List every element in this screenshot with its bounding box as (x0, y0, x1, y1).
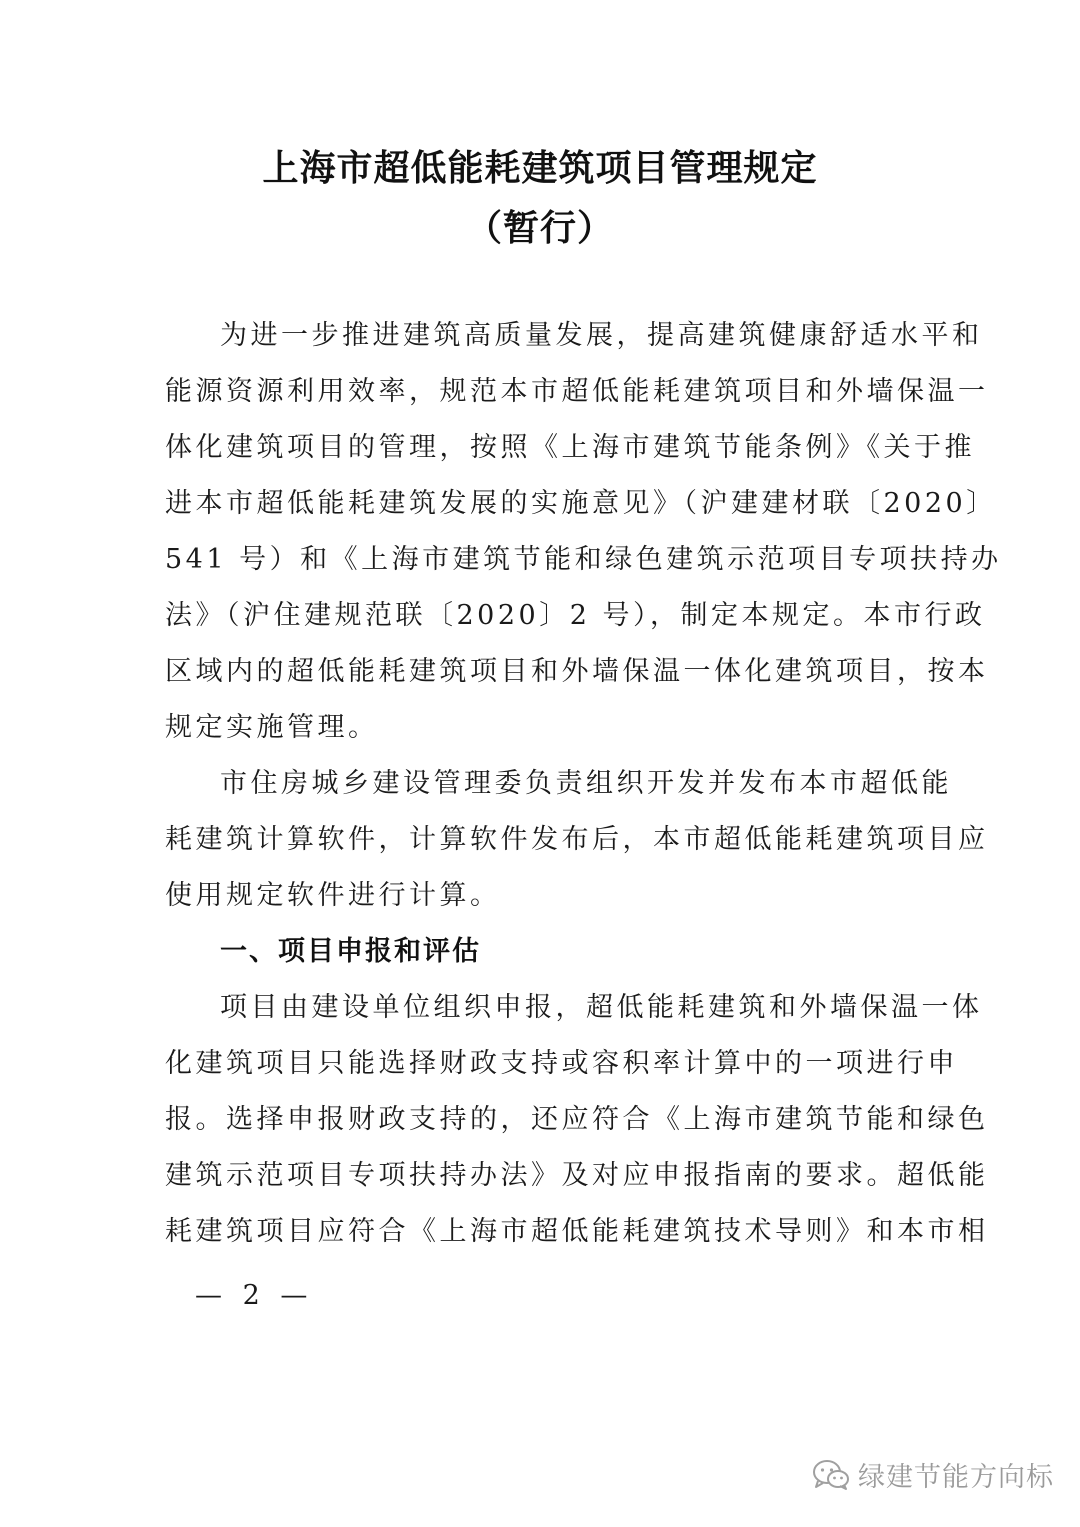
text-line: 使用规定软件进行计算。 (165, 880, 501, 911)
document-title: 上海市超低能耗建筑项目管理规定 (262, 148, 818, 189)
page-number: — 2 — (195, 1280, 314, 1311)
text-line: 区域内的超低能耗建筑项目和外墙保温一体化建筑项目，按本 (165, 656, 989, 687)
text-line: 建筑示范项目专项扶持办法》及对应申报指南的要求。超低能 (165, 1160, 989, 1191)
text-line: 市住房城乡建设管理委负责组织开发并发布本市超低能 (220, 768, 952, 799)
text-line: 法》（沪住建规范联〔2020〕2 号），制定本规定。本市行政 (165, 600, 986, 631)
text-line: 541 号）和《上海市建筑节能和绿色建筑示范项目专项扶持办 (165, 544, 1002, 575)
text-line: 能源资源利用效率，规范本市超低能耗建筑项目和外墙保温一 (165, 376, 989, 407)
text-line: 体化建筑项目的管理，按照《上海市建筑节能条例》《关于推 (165, 432, 975, 463)
wechat-icon (812, 1459, 850, 1491)
text-line: 项目由建设单位组织申报，超低能耗建筑和外墙保温一体 (220, 992, 983, 1023)
text-line: 化建筑项目只能选择财政支持或容积率计算中的一项进行申 (165, 1048, 958, 1079)
text-line: 进本市超低能耗建筑发展的实施意见》（沪建建材联〔2020〕 (165, 488, 997, 519)
section-heading: 一、项目申报和评估 (220, 936, 481, 967)
watermark (812, 1455, 1054, 1494)
text-line: 耗建筑计算软件，计算软件发布后，本市超低能耗建筑项目应 (165, 824, 989, 855)
text-line: 报。选择申报财政支持的，还应符合《上海市建筑节能和绿色 (165, 1104, 989, 1135)
watermark-text: 绿建节能方向标 (858, 1462, 1054, 1493)
text-line: 为进一步推进建筑高质量发展，提高建筑健康舒适水平和 (220, 320, 983, 351)
text-line: 规定实施管理。 (165, 712, 379, 743)
document-subtitle: （暂行） (465, 208, 614, 249)
text-line: 耗建筑项目应符合《上海市超低能耗建筑技术导则》和本市相 (165, 1216, 989, 1247)
